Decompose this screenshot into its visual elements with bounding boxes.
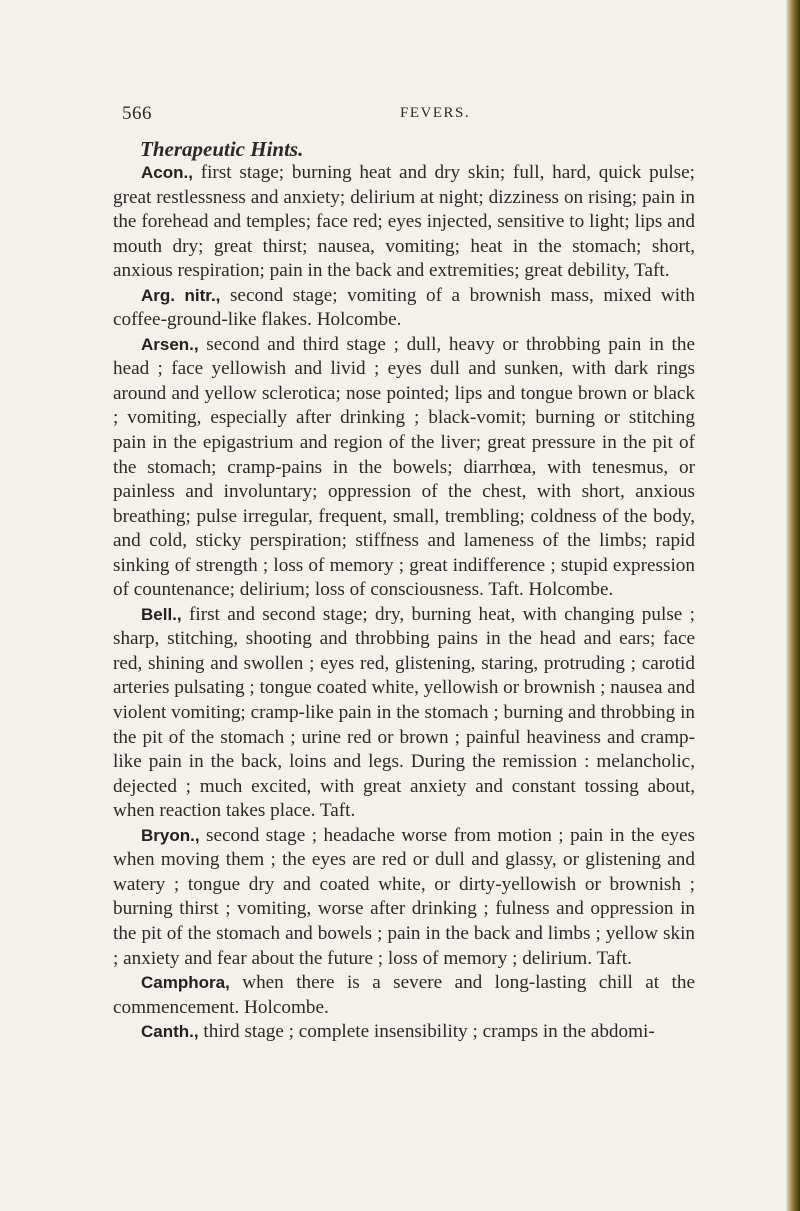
remedy-entry-cantharis: [113, 1020, 695, 1045]
remedy-description: first stage; burning heat and dry skin; full, hard, quick pulse; great restlessness and anxiety; delirium at night; dizziness on rising; pain in the forehead and temples; face red; eyes injected, sensitive to light; lips and mouth dry; great thirst; nausea, vomiting; heat in the stomach; short, anxious respiration; pain in the back and extremities; great debility, Taft.: [113, 162, 695, 282]
remedy-entry-arsenicum: [113, 333, 695, 603]
remedy-name: Arsen.,: [141, 334, 199, 354]
remedy-entry-belladonna: [113, 603, 695, 824]
remedy-description: third stage ; complete insensibility ; cramps in the abdomi-: [198, 1021, 655, 1043]
page-edge-binding: [786, 0, 800, 1211]
remedy-name: Bryon.,: [141, 825, 200, 845]
running-head: FEVERS.: [400, 105, 471, 121]
remedy-entry-bryonia: [113, 824, 695, 971]
remedy-name: Arg. nitr.,: [141, 285, 221, 305]
remedy-name: Camphora,: [141, 973, 230, 993]
remedy-description: second stage; vomiting of a brownish mass, mixed with coffee-ground-like flakes. Holcombe.: [113, 284, 695, 331]
remedy-description: when there is a severe and long-lasting chill at the commencement. Holcombe.: [113, 972, 695, 1018]
remedy-name: Acon.,: [141, 163, 193, 182]
page-header: [122, 103, 682, 129]
remedy-entry-aconite: [113, 161, 695, 284]
remedy-name: Bell.,: [141, 604, 182, 624]
body-text: [113, 161, 695, 1045]
remedy-name: Canth.,: [141, 1022, 199, 1042]
section-heading: Therapeutic Hints.: [140, 137, 304, 161]
remedy-description: second and third stage ; dull, heavy or throbbing pain in the head ; face yellowish and livid ; eyes dull and sunken, with dark rings around and yellow sclerotica; nose pointed; lips and tongue brown or black ; vomiting, especially after drinking ; black-vomit; burning or stitching pain in the epigastrium and region of the liver; great pressure in the pit of the stomach; cramp-pains in the bowels; diarrhœa, with tenesmus, or painless and involuntary; oppression of the chest, with short, anxious breathing; pulse irregular, frequent, small, trembling; coldness of the body, and cold, sticky perspiration; stiffness and lameness of the limbs; rapid sinking of strength ; loss of memory ; great indifference ; stupid expression of countenance; delirium; loss of consciousness. Taft. Holcombe.: [113, 333, 695, 601]
page-number: 566: [122, 103, 152, 124]
remedy-entry-argentum-nitricum: [113, 284, 695, 333]
remedy-description: first and second stage; dry, burning heat, with changing pulse ; sharp, stitching, shooting and throbbing pains in the head and ears; face red, shining and swollen ; eyes red, glistening, staring, protruding ; carotid arteries pulsating ; tongue coated white, yellowish or brownish ; nausea and violent vomiting; cramp-like pain in the stomach ; burning and throbbing in the pit of the stomach ; urine red or brown ; painful heaviness and cramp-like pain in the back, loins and legs. During the remission : melancholic, dejected ; much excited, with great anxiety and constant tossing about, when reaction takes place. Taft.: [113, 603, 695, 822]
remedy-entry-camphora: [113, 971, 695, 1020]
remedy-description: second stage ; headache worse from motion ; pain in the eyes when moving them ; the eyes are red or dull and glassy, or glistening and watery ; tongue dry and coated white, or dirty-yellowish or brownish ; burning thirst ; vomiting, worse after drinking ; fulness and oppression in the pit of the stomach and bowels ; pain in the back and limbs ; yellow skin ; anxiety and fear about the future ; loss of memory ; delirium. Taft.: [113, 824, 695, 969]
